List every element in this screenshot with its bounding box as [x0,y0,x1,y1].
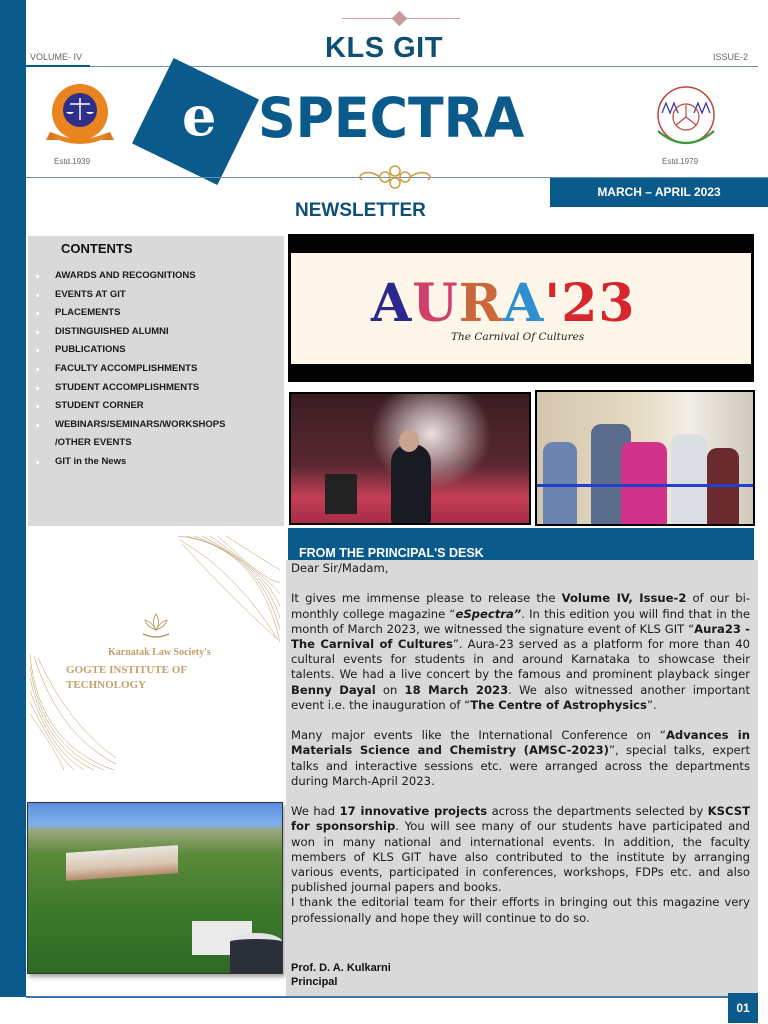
message-paragraph-2: Many major events like the International Conference on “Advances in Materials Science and Chemistry (AMSC-2023)”, special talks, expert talks and interactive sessions etc. were arranged across the departments during March-April 2023. [291,728,750,788]
singer-head [399,430,419,452]
message-paragraph-3: We had 17 innovative projects across the departments selected by KSCST for sponsorship. You will see many of our students have participated and won in many national and international events. In addition, the faculty members of KLS GIT have also contributed to the institute by arranging various events, participated in conferences, workshops, FDPs etc. and also published journal papers and books. [291,804,750,895]
person-figure [543,442,577,524]
blue-ribbon [537,484,753,487]
contents-item-awards[interactable]: AWARDS AND RECOGNITIONS [28,267,225,286]
singer-figure [391,444,431,524]
aura23-banner-inner [291,253,751,364]
gold-knot-ornament-icon [356,162,434,192]
contents-title: CONTENTS [61,241,133,256]
contents-item-faculty[interactable]: FACULTY ACCOMPLISHMENTS [28,360,225,379]
brand-e-letter: e [182,84,217,148]
contents-item-alumni[interactable]: DISTINGUISHED ALUMNI [28,323,225,342]
bullet-icon [36,294,39,297]
concert-photo [289,392,531,525]
issue-label: ISSUE-2 [712,52,748,62]
estd-1939: Estd.1939 [54,157,91,166]
person-figure [671,434,707,524]
bullet-icon [36,405,39,408]
contents-item-webinars[interactable]: WEBINARS/SEMINARS/WORKSHOPS [28,416,225,435]
message-paragraph-1: It gives me immense please to release the Volume IV, Issue-2 of our bi-monthly college magazine “eSpectra”. In this edition you will find that in the month of March 2023, we witnessed the signature event of KLS GIT “Aura23 - The Carnival of Cultures”. Aura-23 served as a platform for more than 40 cultural events for students in and around Karnataka to showcase their talents. We had a live concert by the famous and prominent playback singer Benny Dayal on 18 March 2023. We also witnessed another important event i.e. the inauguration of “The Centre of Astrophysics”. [291,591,751,712]
society-name: Karnatak Law Society's [108,647,211,658]
contents-item-other-events[interactable]: /OTHER EVENTS [55,437,132,449]
footer-rule [26,996,728,998]
salutation: Dear Sir/Madam, [291,561,389,575]
gold-mesh-decoration-top [178,534,282,644]
person-figure [621,442,667,524]
principal-desk-title: FROM THE PRINCIPAL'S DESK [299,546,484,560]
contents-item-news[interactable]: GIT in the News [28,453,225,472]
bullet-icon [36,424,39,427]
contents-item-events[interactable]: EVENTS AT GIT [28,286,225,305]
contents-item-student-accomplishments[interactable]: STUDENT ACCOMPLISHMENTS [28,379,225,398]
contents-item-publications[interactable]: PUBLICATIONS [28,341,225,360]
signature-role: Principal [291,976,338,988]
aura23-banner [288,234,754,382]
institute-name: GOGTE INSTITUTE OF TECHNOLOGY [66,664,188,691]
campus-aerial-photo [27,802,283,974]
estd-1979: Estd.1979 [662,157,699,166]
bullet-icon [36,331,39,334]
signature-block [291,961,391,989]
bullet-icon [36,275,39,278]
gogte-institute-panel [28,534,282,774]
aura23-tagline: The Carnival Of Cultures [451,331,585,343]
bullet-icon [36,461,39,464]
contents-list [28,267,225,472]
bullet-icon [36,368,39,371]
contents-item-student-corner[interactable]: STUDENT CORNER [28,397,225,416]
left-accent-bar [0,0,26,997]
aura23-logo: AURA'23 [371,273,636,334]
volume-label: VOLUME- IV [30,52,83,62]
masthead-title: KLS GIT [325,32,443,64]
brand-wordmark: SPECTRA [258,86,525,150]
contents-panel [28,236,284,526]
header-rule-accent [26,65,90,67]
message-paragraph-4: I thank the editorial team for their efforts in bringing out this magazine very professionally and hope they will continue to do so. [291,895,750,925]
signature-name: Prof. D. A. Kulkarni [291,962,391,974]
inauguration-photo [535,390,755,526]
git-logo-icon [650,83,722,155]
kls-society-logo-icon [44,80,116,152]
ornament-diamond-icon [392,11,408,27]
contents-item-placements[interactable]: PLACEMENTS [28,304,225,323]
issue-date-banner: MARCH – APRIL 2023 [550,178,768,207]
header-rule [26,66,758,67]
amplifier [325,474,357,514]
lotus-icon [140,610,172,640]
observatory-dome [230,933,282,974]
newsletter-heading: NEWSLETTER [295,200,426,221]
top-ornament [342,12,460,26]
main-building [66,845,178,881]
bullet-icon [36,387,39,390]
page-number: 01 [728,993,758,1023]
bullet-icon [36,349,39,352]
principal-message [291,561,750,941]
bullet-icon [36,312,39,315]
